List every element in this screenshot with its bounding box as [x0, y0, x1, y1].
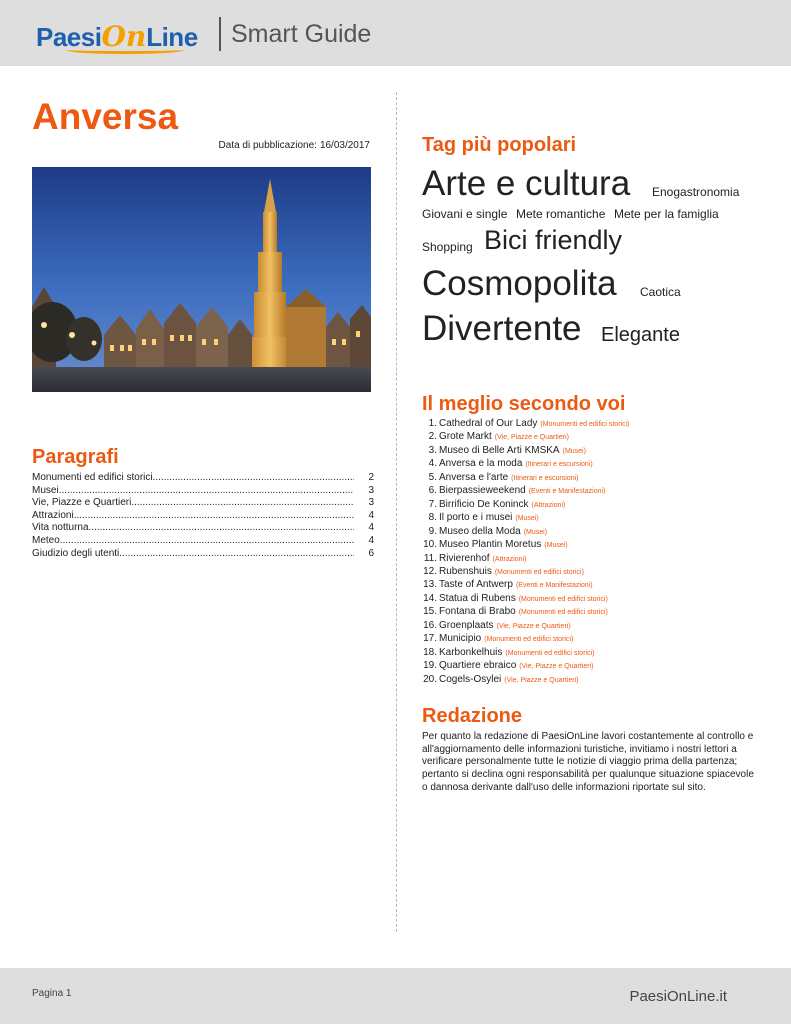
column-divider [396, 92, 397, 932]
best-item[interactable] [420, 553, 629, 566]
best-item-number: 20. [423, 673, 437, 685]
publication-label: Data di pubblicazione: [218, 140, 317, 151]
best-item-number: 12. [423, 565, 437, 577]
best-item[interactable] [420, 539, 629, 552]
tag-enogastronomia[interactable]: Enogastronomia [652, 185, 740, 199]
best-item-number: 1. [428, 418, 437, 429]
best-item-number: 11. [423, 552, 437, 564]
best-item-name: Quartiere ebraico [439, 660, 517, 672]
best-item-number: 17. [423, 633, 437, 645]
toc-item[interactable] [32, 535, 374, 548]
redazione-text: Per quanto la redazione di PaesiOnLine lavori costantemente al controllo e all'aggiornamento delle informazioni turistiche, invitiamo i nostri lettori a verificare personalmente tutte le notizie di viaggio prima della partenza; pertanto si declina ogni responsabilità per qualunque situazione spiacevole o dannosa derivante dall'uso delle informazioni riportate sul sito. [422, 731, 754, 793]
best-item-name: Cogels-Osylei [439, 673, 502, 685]
best-item-name: Rivierenhof [439, 552, 490, 564]
best-item-number: 16. [423, 619, 437, 631]
best-item-number: 18. [423, 646, 437, 658]
best-item-category: (Vie, Piazze e Quartieri) [504, 676, 579, 684]
best-item-name: Municipio [439, 633, 482, 645]
best-item-category: (Attrazioni) [531, 501, 566, 509]
best-item[interactable] [420, 674, 629, 687]
toc-item[interactable] [32, 522, 374, 535]
tag-cosmopolita[interactable]: Cosmopolita [422, 264, 617, 303]
best-item-category: (Itinerari e escursioni) [525, 461, 593, 469]
best-item-category: (Eventi e Manifestazioni) [528, 488, 606, 496]
best-item-category: (Vie, Piazze e Quartieri) [494, 434, 569, 442]
best-item-number: 7. [428, 498, 437, 510]
best-item-category: (Monumenti ed edifici storici) [505, 649, 595, 657]
toc-item-label: Vita notturna [32, 522, 89, 534]
tags-title: Tag più popolari [422, 134, 577, 156]
paragraphs-title: Paragrafi [32, 446, 119, 468]
best-item[interactable] [420, 499, 629, 512]
cathedral-photo-illustration [32, 167, 371, 392]
tag-elegante[interactable]: Elegante [601, 324, 680, 346]
page-footer [0, 968, 791, 1024]
best-item-name: Anversa e l'arte [439, 471, 509, 483]
toc-item-label: Monumenti ed edifici storici [32, 472, 153, 483]
best-item-category: (Musei) [523, 528, 548, 536]
header-separator [219, 17, 221, 51]
best-item-category: (Monumenti ed edifici storici) [494, 568, 584, 576]
best-item-name: Fontana di Brabo [439, 606, 516, 618]
header-title: Smart Guide [231, 20, 372, 48]
best-item-category: (Musei) [515, 515, 539, 523]
best-item-number: 13. [423, 579, 437, 591]
toc-item[interactable] [32, 548, 374, 561]
toc-item-label: Attrazioni [32, 509, 74, 521]
toc-item-label: Giudizio degli utenti [32, 547, 120, 559]
redazione-title: Redazione [422, 705, 523, 727]
best-item-number: 10. [423, 539, 437, 551]
toc-item-page: 4 [368, 509, 374, 521]
best-item[interactable] [420, 512, 629, 525]
best-item-name: Groenplaats [439, 619, 494, 631]
best-item-category: (Vie, Piazze e Quartieri) [496, 622, 571, 630]
best-item[interactable] [420, 445, 629, 458]
best-item-name: Museo della Moda [439, 525, 521, 537]
tag-arte-e-cultura[interactable]: Arte e cultura [422, 164, 631, 203]
best-item[interactable] [420, 660, 629, 673]
best-item[interactable] [420, 633, 629, 646]
best-item[interactable] [420, 472, 629, 485]
best-item-name: Taste of Antwerp [439, 579, 513, 591]
best-item-category: (Vie, Piazze e Quartieri) [519, 663, 594, 671]
tag-mete-romantiche[interactable]: Mete romantiche [516, 207, 606, 221]
toc-item[interactable] [32, 485, 374, 498]
toc-item-page: 6 [368, 547, 374, 559]
best-item-number: 19. [423, 660, 437, 672]
best-item-name: Il porto e i musei [439, 512, 513, 524]
site-name[interactable]: PaesiOnLine.it [629, 988, 727, 1005]
toc-item[interactable] [32, 497, 374, 510]
toc-item-label: Meteo [32, 534, 60, 546]
best-item-number: 8. [428, 512, 437, 524]
publication-date [210, 140, 370, 151]
best-item[interactable] [420, 593, 629, 606]
best-item-category: (Musei) [544, 542, 568, 550]
best-item-category: (Attrazioni) [492, 555, 527, 563]
best-item-name: Statua di Rubens [439, 592, 516, 604]
logo-swoosh-icon [66, 46, 184, 54]
best-item-number: 5. [428, 471, 437, 483]
best-item[interactable] [420, 458, 629, 471]
tag-bici-friendly[interactable]: Bici friendly [484, 225, 623, 255]
best-item-category: (Monumenti ed edifici storici) [518, 595, 608, 603]
toc-item[interactable] [32, 510, 374, 523]
best-item-name: Karbonkelhuis [439, 646, 503, 658]
toc-item-label: Musei [32, 484, 59, 496]
logo-text-on: On [101, 20, 147, 53]
best-item-category: (Monumenti ed edifici storici) [518, 609, 608, 617]
best-item[interactable] [420, 579, 629, 592]
toc-item-page: 3 [368, 497, 374, 509]
best-item-number: 6. [428, 485, 437, 497]
best-item-name: Birrificio De Koninck [439, 498, 529, 510]
paragraphs-toc [32, 472, 374, 560]
publication-value: 16/03/2017 [319, 140, 370, 151]
toc-item-page: 2 [368, 472, 374, 483]
best-item-name: Rubenshuis [439, 565, 492, 577]
toc-item-page: 4 [368, 534, 374, 546]
toc-item-label: Vie, Piazze e Quartieri [32, 497, 132, 509]
tag-divertente[interactable]: Divertente [422, 309, 582, 348]
best-item-category: (Monumenti ed edifici storici) [484, 636, 574, 644]
best-item[interactable] [420, 418, 629, 431]
best-item-name: Museo di Belle Arti KMSKA [439, 444, 560, 456]
best-item-number: 15. [423, 606, 437, 618]
best-item-number: 14. [423, 592, 437, 604]
best-item-number: 4. [428, 458, 437, 470]
best-item[interactable] [420, 526, 629, 539]
tag-mete-per-la-famiglia[interactable]: Mete per la famiglia [614, 207, 719, 221]
best-item-name: Museo Plantin Moretus [439, 539, 542, 551]
paesionline-logo[interactable] [36, 18, 198, 52]
tag-giovani-e-single[interactable]: Giovani e single [422, 207, 508, 221]
best-item-category: (Monumenti ed edifici storici) [540, 421, 630, 428]
best-item[interactable] [420, 647, 629, 660]
tag-shopping[interactable]: Shopping [422, 240, 473, 254]
best-item-name: Cathedral of Our Lady [439, 418, 538, 429]
best-item[interactable] [420, 606, 629, 619]
best-item-number: 2. [428, 431, 437, 443]
city-title: Anversa [32, 96, 179, 137]
logo-text-line: Line [146, 22, 198, 52]
best-item[interactable] [420, 431, 629, 444]
page-header [0, 0, 791, 66]
best-item-category: (Itinerari e escursioni) [511, 474, 579, 482]
page-number: Pagina 1 [32, 988, 72, 999]
logo-text-paesi: Paesi [36, 22, 102, 52]
best-item-name: Bierpassieweekend [439, 485, 526, 497]
best-item[interactable] [420, 485, 629, 498]
best-item[interactable] [420, 566, 629, 579]
tag-caotica[interactable]: Caotica [640, 285, 681, 299]
best-item-category: (Eventi e Manifestazioni) [515, 582, 593, 590]
toc-item[interactable] [32, 472, 374, 485]
best-item-category: (Musei) [562, 447, 586, 455]
best-item-name: Anversa e la moda [439, 458, 523, 470]
best-item-number: 9. [428, 525, 437, 537]
best-item-name: Grote Markt [439, 431, 492, 443]
toc-item-page: 3 [368, 484, 374, 496]
best-list [420, 418, 629, 687]
city-photo [32, 167, 371, 392]
toc-item-page: 4 [368, 522, 374, 534]
best-item[interactable] [420, 620, 629, 633]
best-item-number: 3. [428, 444, 437, 456]
best-title: Il meglio secondo voi [422, 393, 626, 415]
